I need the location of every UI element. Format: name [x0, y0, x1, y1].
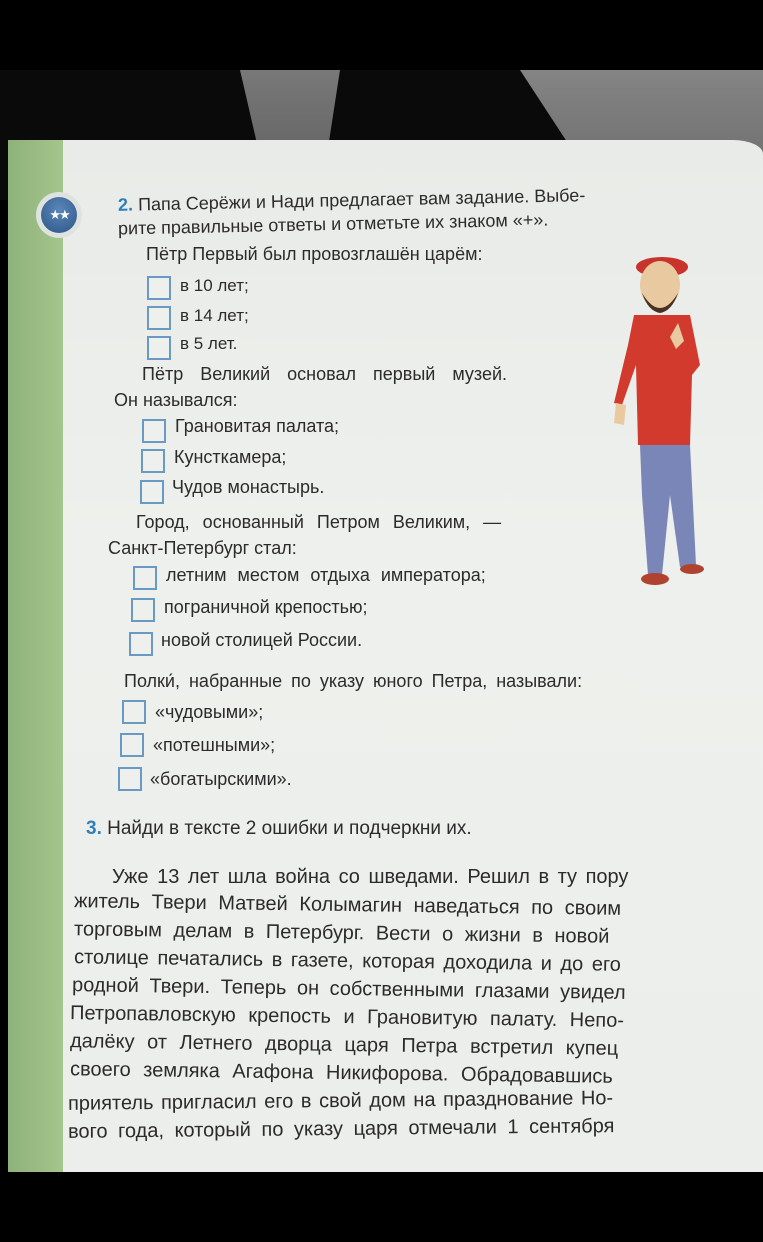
- task2-instruction: 2. Папа Серёжи и Нади предлагает вам задание. Выбе-: [117, 185, 586, 215]
- answer-option: в 10 лет;: [180, 276, 249, 295]
- question-prompt: Город, основанный Петром Великим, —: [136, 512, 502, 532]
- answer-option: в 5 лет.: [180, 334, 238, 353]
- question-prompt: Пётр Первый был провозглашён царём:: [146, 244, 483, 264]
- two-stars-icon: ★★: [41, 197, 77, 233]
- task3-instruction: 3. Найди в тексте 2 ошибки и подчеркни их.: [86, 818, 472, 839]
- text-line: вого года, который по указу царя отмечали 1 сентября: [67, 1115, 615, 1143]
- text-line: торговым делам в Петербург. Вести о жизни в новой: [73, 918, 610, 948]
- answer-option: пограничной крепостью;: [164, 597, 368, 617]
- answer-checkbox[interactable]: [131, 598, 155, 622]
- task2-number: 2.: [117, 194, 134, 215]
- answer-option: летним местом отдыха императора;: [166, 565, 486, 585]
- text-line: приятель пригласил его в свой дом на празднование Но-: [67, 1087, 614, 1115]
- answer-checkbox[interactable]: [141, 449, 165, 473]
- question-prompt-cont: Санкт-Петербург стал:: [108, 538, 297, 558]
- photo-background: [0, 1172, 763, 1242]
- answer-option: Кунсткамера;: [174, 447, 287, 467]
- answer-checkbox[interactable]: [142, 419, 166, 443]
- answer-option: «потешными»;: [153, 735, 276, 755]
- answer-checkbox[interactable]: [120, 733, 144, 757]
- answer-checkbox[interactable]: [133, 566, 157, 590]
- answer-checkbox[interactable]: [147, 336, 171, 360]
- answer-option: Чудов монастырь.: [172, 477, 325, 497]
- answer-option: «чудовыми»;: [155, 702, 264, 722]
- answer-checkbox[interactable]: [147, 276, 171, 300]
- page-margin-strip: [8, 140, 63, 1172]
- answer-checkbox[interactable]: [129, 632, 153, 656]
- text-line: своего земляка Агафона Никифорова. Обрадовавшись: [69, 1058, 613, 1088]
- text-line: Уже 13 лет шла война со шведами. Решил в ту пору: [112, 866, 629, 888]
- question-prompt: Полки́, набранные по указу юного Петра, называли:: [124, 671, 583, 691]
- text-line: житель Твери Матвей Колымагин наведаться по своим: [73, 890, 622, 920]
- answer-checkbox[interactable]: [122, 700, 146, 724]
- text-line: родной Твери. Теперь он собственными глазами увидел: [71, 974, 626, 1004]
- difficulty-badge: [36, 192, 82, 238]
- text-line: далёку от Летнего дворца царя Петра встретил купец: [69, 1030, 619, 1060]
- text-line: столице печатались в газете, которая доходила и до его: [73, 946, 622, 976]
- answer-option: «богатырскими».: [150, 769, 292, 789]
- task3-number: 3.: [86, 818, 102, 839]
- task2-instruction-cont: рите правильные ответы и отметьте их знаком «+».: [117, 209, 549, 239]
- text-line: Петропавловскую крепость и Грановитую палату. Непо-: [69, 1002, 625, 1032]
- question-prompt-cont: Он назывался:: [114, 390, 238, 410]
- answer-checkbox[interactable]: [140, 480, 164, 504]
- question-prompt: Пётр Великий основал первый музей.: [142, 364, 508, 384]
- answer-option: в 14 лет;: [180, 306, 249, 325]
- father-illustration: [600, 245, 730, 595]
- answer-checkbox[interactable]: [147, 306, 171, 330]
- answer-option: Грановитая палата;: [175, 416, 340, 436]
- answer-option: новой столицей России.: [161, 630, 363, 650]
- answer-checkbox[interactable]: [118, 767, 142, 791]
